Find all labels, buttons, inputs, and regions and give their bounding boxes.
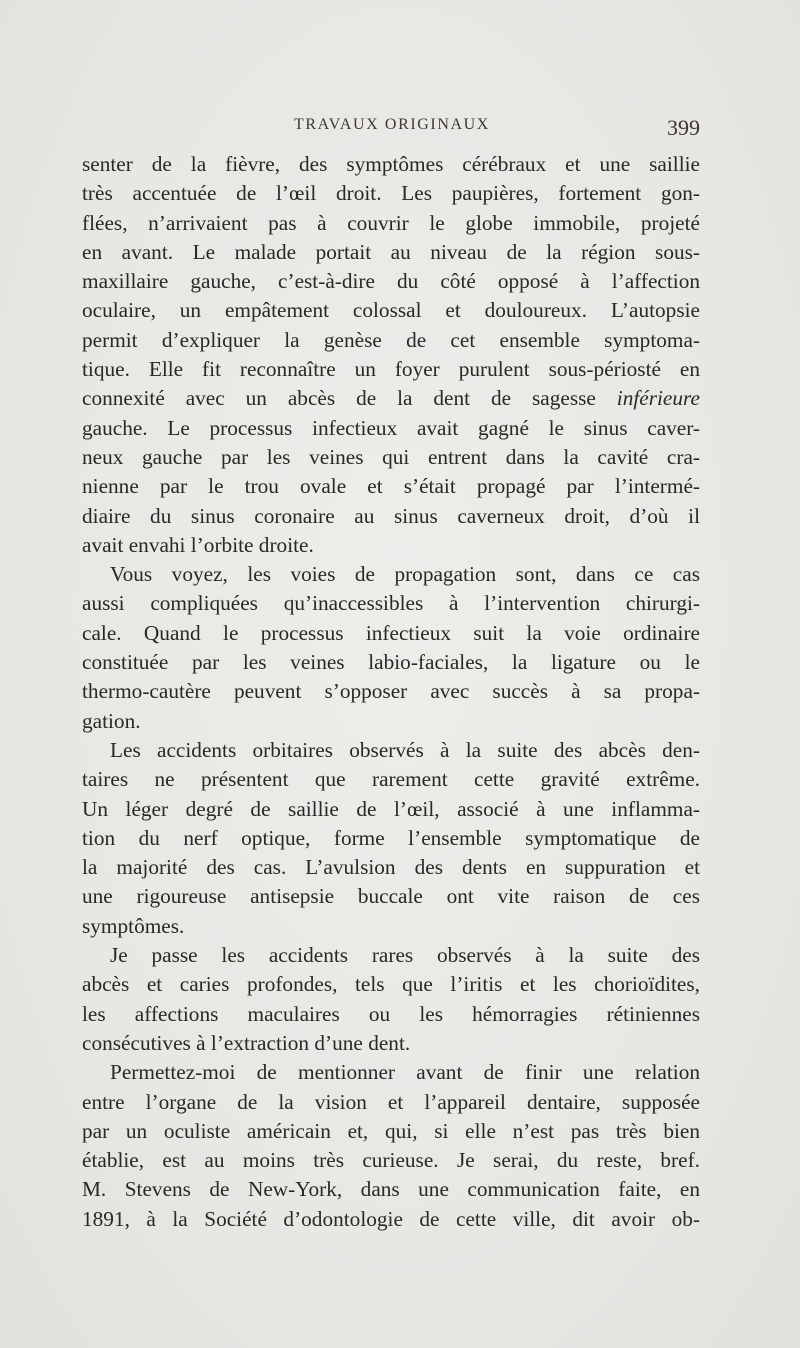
text-line: oculaire, un empâtement colossal et douloureux. L’autopsie xyxy=(82,298,700,323)
paragraph-end-line: gation. xyxy=(82,708,141,733)
text-line: gauche. Le processus infectieux avait gagné le sinus caver- xyxy=(82,415,700,440)
paragraph-end-line: avait envahi l’orbite droite. xyxy=(82,532,314,557)
text-line: très accentuée de l’œil droit. Les paupières, fortement gon- xyxy=(82,181,700,206)
text-line: tion du nerf optique, forme l’ensemble symptomatique de xyxy=(82,825,700,850)
page-number: 399 xyxy=(667,115,700,140)
text-line: cale. Quand le processus infectieux suit la voie ordinaire xyxy=(82,620,700,645)
text-line: constituée par les veines labio-faciales, la ligature ou le xyxy=(82,650,700,675)
paragraph-start-line: Permettez-moi de mentionner avant de finir une relation xyxy=(110,1060,700,1085)
paragraph-start-line: Vous voyez, les voies de propagation sont, dans ce cas xyxy=(110,562,700,587)
text-line: en avant. Le malade portait au niveau de la région sous- xyxy=(82,239,700,264)
text-line: neux gauche par les veines qui entrent dans la cavité cra- xyxy=(82,444,700,469)
body-text xyxy=(82,150,700,1234)
text-line: diaire du sinus coronaire au sinus caverneux droit, d’où il xyxy=(82,503,700,528)
text-line: M. Stevens de New-York, dans une communication faite, en xyxy=(82,1177,700,1202)
text-segment: connexité avec un abcès de la dent de sagesse xyxy=(82,386,596,411)
text-line: Un léger degré de saillie de l’œil, associé à une inflamma- xyxy=(82,796,700,821)
page-header xyxy=(82,116,702,144)
text-line: les affections maculaires ou les hémorragies rétiniennes xyxy=(82,1001,700,1026)
emphasized-word: inférieure xyxy=(616,386,700,411)
text-line: entre l’organe de la vision et l’appareil dentaire, supposée xyxy=(82,1089,700,1114)
text-line: établie, est au moins très curieuse. Je serai, du reste, bref. xyxy=(82,1148,700,1173)
paragraph-start-line: Les accidents orbitaires observés à la suite des abcès den- xyxy=(110,737,700,762)
text-line-with-emphasis xyxy=(82,384,700,413)
text-line: abcès et caries profondes, tels que l’iritis et les chorioïdites, xyxy=(82,972,700,997)
text-line: nienne par le trou ovale et s’était propagé par l’intermé- xyxy=(82,474,700,499)
text-line: maxillaire gauche, c’est-à-dire du côté opposé à l’affection xyxy=(82,269,700,294)
paragraph-end-line: consécutives à l’extraction d’une dent. xyxy=(82,1030,411,1055)
text-line: permit d’expliquer la genèse de cet ensemble symptoma- xyxy=(82,327,700,352)
paragraph-end-line: symptômes. xyxy=(82,913,185,938)
text-line: senter de la fièvre, des symptômes cérébraux et une saillie xyxy=(82,152,700,176)
text-line: par un oculiste américain et, qui, si elle n’est pas très bien xyxy=(82,1118,700,1143)
text-line: thermo-cautère peuvent s’opposer avec succès à sa propa- xyxy=(82,679,700,704)
paragraph-start-line: Je passe les accidents rares observés à la suite des xyxy=(110,943,700,968)
text-line: 1891, à la Société d’odontologie de cette ville, dit avoir ob- xyxy=(82,1206,700,1231)
running-title: TRAVAUX ORIGINAUX xyxy=(294,116,490,133)
text-line: une rigoureuse antisepsie buccale ont vite raison de ces xyxy=(82,884,700,909)
text-line: flées, n’arrivaient pas à couvrir le globe immobile, projeté xyxy=(82,210,700,235)
text-line: tique. Elle fit reconnaître un foyer purulent sous-périosté en xyxy=(82,357,700,382)
text-line: aussi compliquées qu’inaccessibles à l’intervention chirurgi- xyxy=(82,591,700,616)
text-line: la majorité des cas. L’avulsion des dents en suppuration et xyxy=(82,855,700,880)
text-line: taires ne présentent que rarement cette gravité extrême. xyxy=(82,767,700,792)
